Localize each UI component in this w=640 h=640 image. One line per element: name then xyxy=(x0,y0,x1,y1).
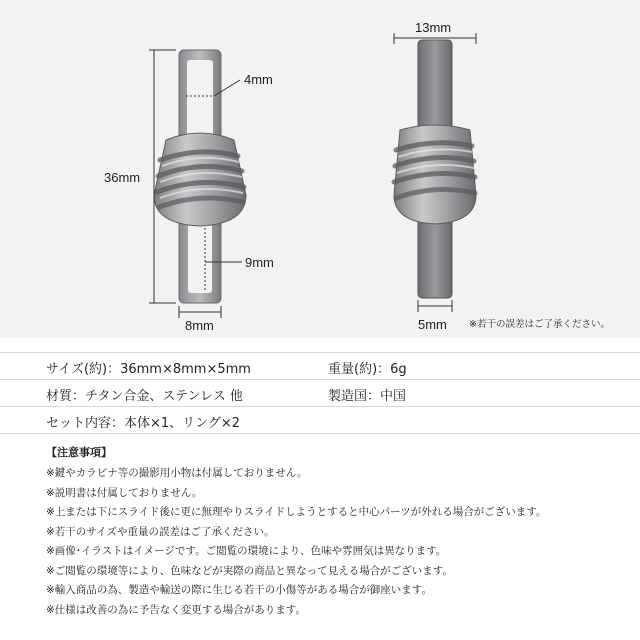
side-view xyxy=(394,40,476,298)
note-item: ※上または下にスライド後に更に無理やりスライドしようとすると中心パーツが外れる場合がございます。 xyxy=(46,506,547,518)
slot-dimension-label: 9mm xyxy=(245,255,274,270)
note-item: ※輸入商品の為、製造や輸送の際に生じる若干の小傷等がある場合が御座います。 xyxy=(46,584,432,596)
loop-width-dimension-label: 4mm xyxy=(244,72,273,87)
notes-title: 【注意事項】 xyxy=(46,446,112,459)
spec-weight: 重量(約)：6g xyxy=(328,362,407,377)
note-item: ※画像･イラストはイメージです。ご閲覧の環境により、色味や雰囲気は異なります。 xyxy=(46,545,447,557)
width-dimension-label: 8mm xyxy=(185,318,214,333)
note-item: ※若干のサイズや重量の誤差はご了承ください。 xyxy=(46,525,275,538)
spec-row xyxy=(0,380,640,407)
caution-notes xyxy=(46,444,626,620)
side-top-width-label: 13mm xyxy=(415,20,452,35)
note-item: ※鍵やカラビナ等の撮影用小物は付属しておりません。 xyxy=(46,467,308,479)
note-item: ※仕様は改善の為に予告なく変更する場合があります。 xyxy=(46,603,306,616)
spec-material: 材質：チタン合金、ステンレス 他 xyxy=(46,389,243,404)
spec-table xyxy=(0,352,640,434)
spec-contents: セット内容：本体×1、リング×2 xyxy=(46,416,241,431)
note-item: ※ご閲覧の環境等により、色味などが実際の商品と異なって見える場合がございます。 xyxy=(46,564,453,577)
spec-row xyxy=(0,352,640,380)
spec-row xyxy=(0,407,640,434)
tolerance-note: ※若干の誤差はご了承ください。 xyxy=(469,319,610,330)
spec-origin: 製造国：中国 xyxy=(328,389,407,404)
spec-size: サイズ(約)：36mm×8mm×5mm xyxy=(46,362,251,377)
note-item: ※説明書は付属しておりません。 xyxy=(46,486,203,499)
front-view xyxy=(154,50,246,303)
thickness-dimension-label: 5mm xyxy=(418,317,447,332)
height-dimension-label: 36mm xyxy=(104,170,141,185)
